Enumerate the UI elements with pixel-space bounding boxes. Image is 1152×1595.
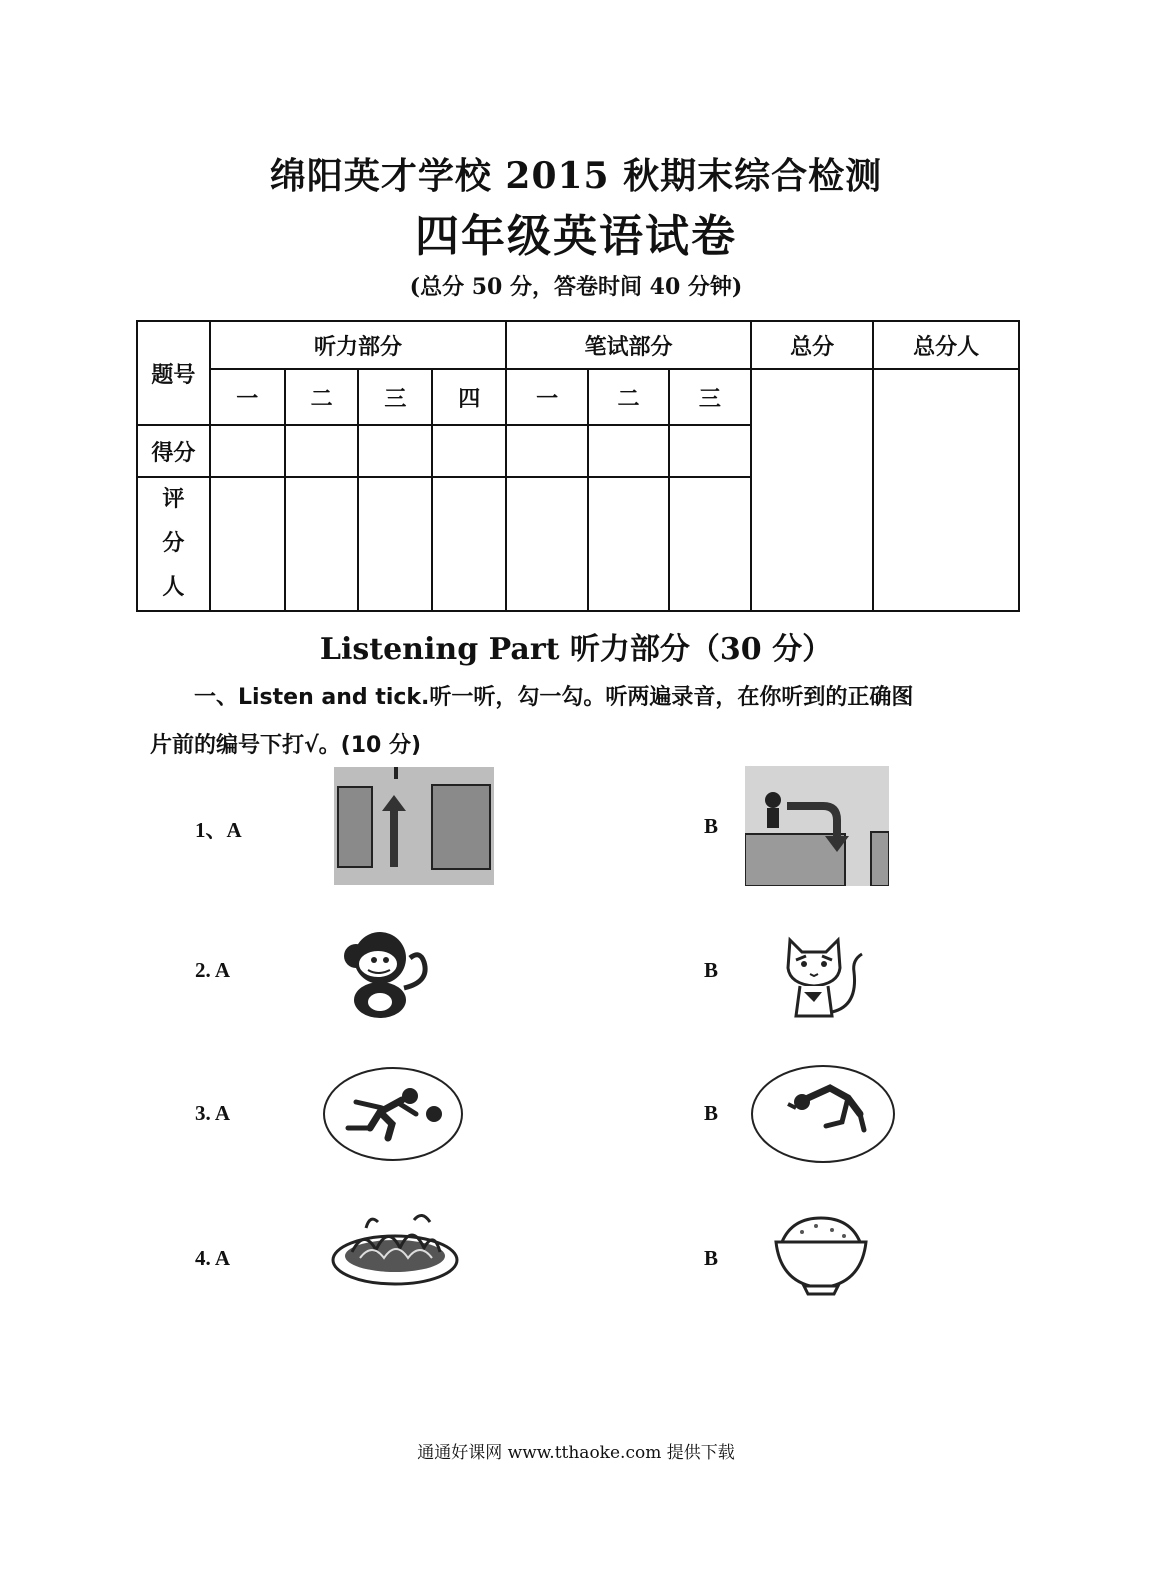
total-score-cell [751,369,873,611]
grader-char: 评 [162,487,185,512]
writing-header-cell: 笔试部分 [506,321,751,369]
scorer-cell [873,369,1019,611]
instruction-line-1: 一、Listen and tick.听一听，勾一勾。听两遍录音，在你听到的正确图 [194,685,914,710]
q3-option-a-label: 3. A [195,1101,231,1125]
score-cell [506,425,588,477]
score-cell [210,425,285,477]
writing-col-2: 二 [588,369,669,425]
score-table [136,320,1020,612]
grader-cell [506,477,588,611]
listening-header-cell: 听力部分 [210,321,506,369]
grader-cell [588,477,669,611]
score-row-label: 得分 [137,425,210,477]
instruction-line-2: 片前的编号下打√。(10 分) [150,733,422,758]
listening-col-4: 四 [432,369,506,425]
grader-char: 人 [162,575,185,600]
grader-char: 分 [162,531,185,556]
grader-cell [432,477,506,611]
score-cell [432,425,506,477]
q1-option-a-label: 1、A [195,818,242,842]
writing-col-1: 一 [506,369,588,425]
turn-right-arrow-picture [745,766,889,886]
monkey-picture [340,928,438,1020]
listening-col-2: 二 [285,369,359,425]
swimmer-picture [750,1064,896,1164]
q2-option-a-label: 2. A [195,958,231,982]
row-header-cell: 题号 [137,321,210,425]
listening-col-1: 一 [210,369,285,425]
footer-source: 通通好课网 www.tthaoke.com 提供下载 [417,1443,735,1463]
go-straight-arrow-picture [334,767,494,885]
writing-col-3: 三 [669,369,751,425]
listening-col-3: 三 [358,369,432,425]
grader-cell [210,477,285,611]
total-header-cell: 总分 [751,321,873,369]
q3-option-b-label: B [704,1101,719,1125]
exam-grade-title: 四年级英语试卷 [415,211,737,262]
listening-section-title: Listening Part 听力部分（30 分） [319,632,833,667]
score-cell [588,425,669,477]
football-player-picture [322,1066,464,1162]
grader-row-label [137,477,210,611]
exam-school-title: 绵阳英才学校 2015 秋期末综合检测 [269,155,883,197]
score-time-note: (总分 50 分，答卷时间 40 分钟) [409,274,743,300]
rice-bowl-picture [772,1214,870,1296]
score-cell [285,425,359,477]
q4-option-a-label: 4. A [195,1246,231,1270]
q2-option-b-label: B [704,958,719,982]
noodles-plate-picture [330,1208,460,1288]
grader-cell [358,477,432,611]
score-cell [358,425,432,477]
q4-option-b-label: B [704,1246,719,1270]
cat-picture [782,932,866,1020]
score-cell [669,425,751,477]
grader-cell [669,477,751,611]
scorer-header-cell: 总分人 [873,321,1019,369]
grader-cell [285,477,359,611]
q1-option-b-label: B [704,814,719,838]
